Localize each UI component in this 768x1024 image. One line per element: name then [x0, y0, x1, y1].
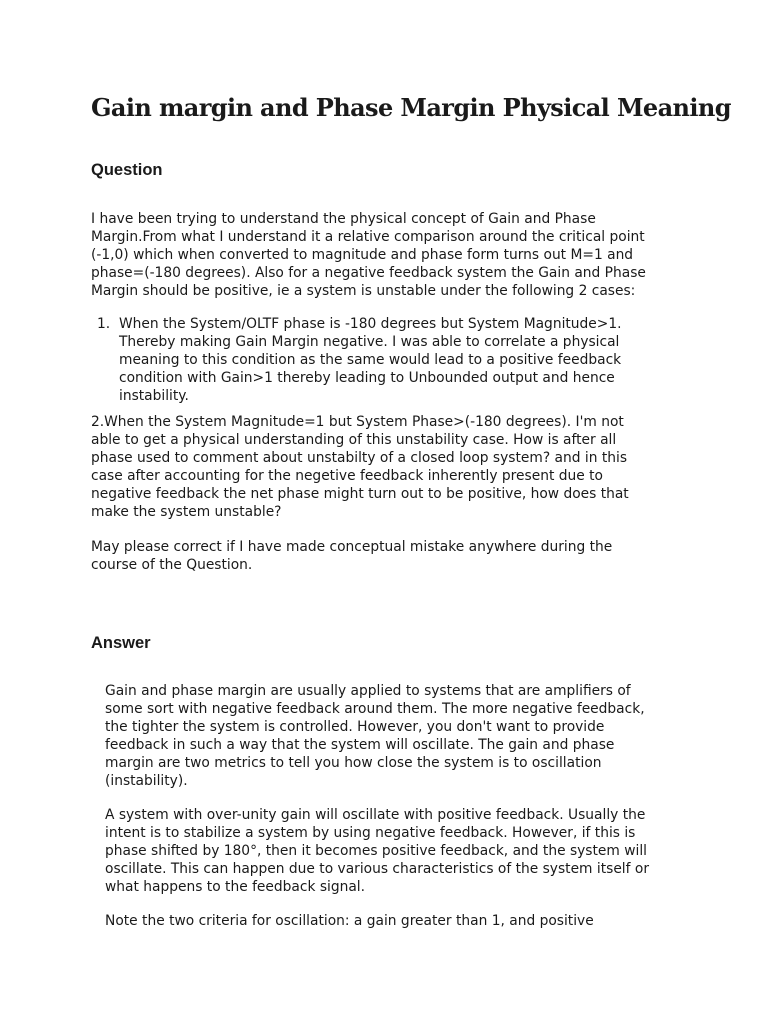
- text-line: 2.When the System Magnitude=1 but System Phase>(-180 degrees). I'm not: [91, 414, 624, 430]
- text-line: Margin should be positive, ie a system is unstable under the following 2 cases:: [91, 283, 636, 299]
- question-paragraph-3: [91, 538, 691, 574]
- text-line: able to get a physical understanding of this unstability case. How is after all: [91, 432, 617, 448]
- text-line: Margin.From what I understand it a relative comparison around the critical point: [91, 229, 645, 245]
- text-line: May please correct if I have made conceptual mistake anywhere during the: [91, 539, 613, 555]
- text-line: course of the Question.: [91, 557, 253, 573]
- list-item-number: 1.: [97, 316, 111, 332]
- answer-paragraph-3: [105, 912, 685, 930]
- answer-heading: Answer: [91, 634, 151, 652]
- answer-paragraph-2: [105, 806, 685, 896]
- question-numbered-list: [92, 315, 672, 405]
- text-line: instability.: [119, 388, 189, 404]
- text-line: case after accounting for the negetive feedback inherently present due to: [91, 468, 603, 484]
- answer-paragraph-1: [105, 682, 685, 790]
- text-line: oscillate. This can happen due to various characteristics of the system itself or: [105, 861, 649, 877]
- question-paragraph-2: [91, 413, 691, 521]
- text-line: meaning to this condition as the same would lead to a positive feedback: [119, 352, 622, 368]
- text-line: make the system unstable?: [91, 504, 282, 520]
- text-line: margin are two metrics to tell you how close the system is to oscillation: [105, 755, 602, 771]
- text-line: feedback in such a way that the system will oscillate. The gain and phase: [105, 737, 615, 753]
- text-line: phase used to comment about unstabilty of a closed loop system? and in this: [91, 450, 628, 466]
- text-line: phase=(-180 degrees). Also for a negative feedback system the Gain and Phase: [91, 265, 646, 281]
- list-item: [92, 315, 672, 405]
- text-line: condition with Gain>1 thereby leading to Unbounded output and hence: [119, 370, 615, 386]
- text-line: Note the two criteria for oscillation: a gain greater than 1, and positive: [105, 913, 594, 929]
- text-line: some sort with negative feedback around them. The more negative feedback,: [105, 701, 645, 717]
- text-line: I have been trying to understand the physical concept of Gain and Phase: [91, 211, 596, 227]
- text-line: intent is to stabilize a system by using negative feedback. However, if this is: [105, 825, 636, 841]
- document-title: Gain margin and Phase Margin Physical Meaning: [91, 93, 731, 122]
- text-line: what happens to the feedback signal.: [105, 879, 366, 895]
- text-line: A system with over-unity gain will oscillate with positive feedback. Usually the: [105, 807, 646, 823]
- text-line: Gain and phase margin are usually applied to systems that are amplifiers of: [105, 683, 631, 699]
- question-heading: Question: [91, 161, 163, 179]
- text-line: phase shifted by 180°, then it becomes positive feedback, and the system will: [105, 843, 647, 859]
- text-line: When the System/OLTF phase is -180 degrees but System Magnitude>1.: [119, 316, 622, 332]
- text-line: negative feedback the net phase might turn out to be positive, how does that: [91, 486, 629, 502]
- question-paragraph-1: [91, 210, 691, 300]
- text-line: Thereby making Gain Margin negative. I was able to correlate a physical: [119, 334, 620, 350]
- text-line: the tighter the system is controlled. However, you don't want to provide: [105, 719, 605, 735]
- text-line: (instability).: [105, 773, 188, 789]
- text-line: (-1,0) which when converted to magnitude and phase form turns out M=1 and: [91, 247, 634, 263]
